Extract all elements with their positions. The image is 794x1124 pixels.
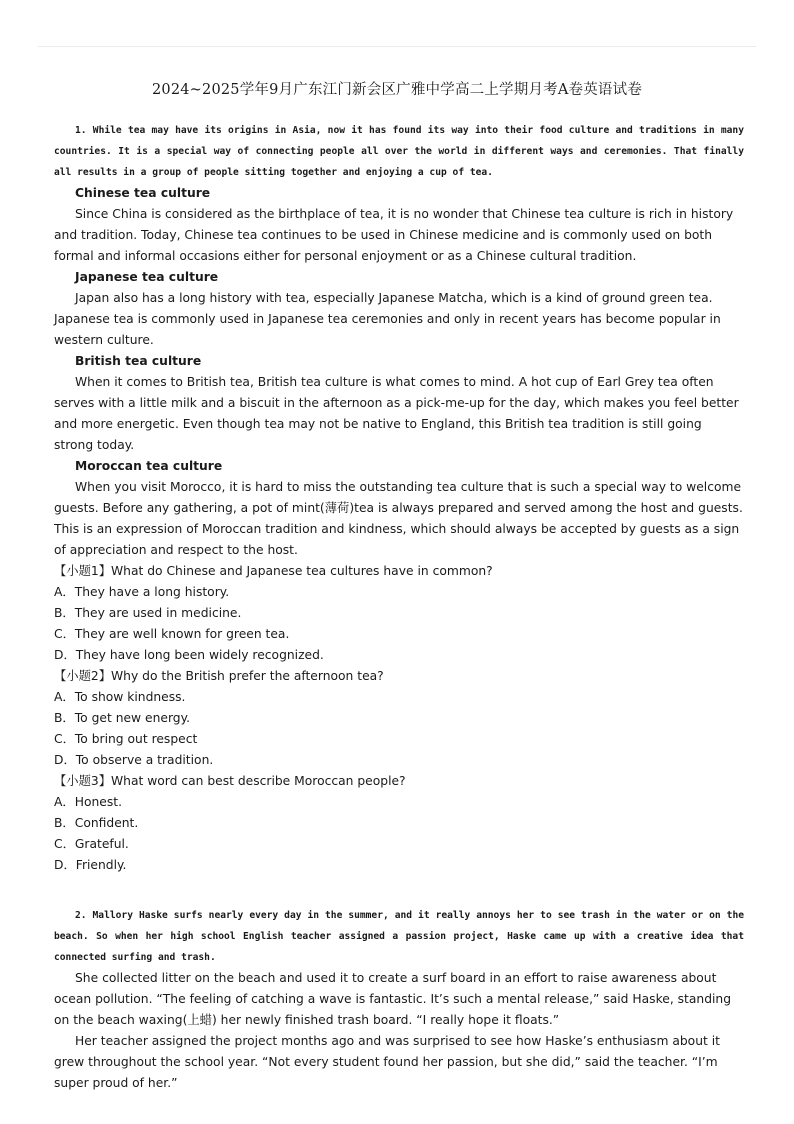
section-heading-moroccan: Moroccan tea culture [75, 459, 223, 473]
passage-spacer [54, 876, 744, 905]
question-3-option-b: B．Confident. [54, 816, 139, 830]
section-text-chinese: Since China is considered as the birthplace of tea, it is no wonder that Chinese tea culture is rich in history and tradition. Today, Chinese tea continues to be used in Chinese medicine and is commonly used on both formal and informal occasions either for personal enjoyment or as a Chinese cultural tradition. [54, 207, 734, 263]
question-1-option-c: C．They are well known for green tea. [54, 627, 290, 641]
header-divider [38, 46, 756, 47]
question-3-option-d: D．Friendly. [54, 858, 127, 872]
passage2-paragraph-1: She collected litter on the beach and used it to create a surf board in an effort to raise awareness about ocean pollution. “The feeling of catching a wave is fantastic. It’s such a mental release,” said Haske, standing on the beach waxing(上蜡) her newly finished trash board. “I really hope it floats.” [54, 971, 732, 1027]
question-1-option-b: B．They are used in medicine. [54, 606, 242, 620]
question-1-option-d: D．They have long been widely recognized. [54, 648, 324, 662]
section-heading-japanese: Japanese tea culture [75, 270, 219, 284]
question-2-option-a: A．To show kindness. [54, 690, 186, 704]
question-3: 【小题3】What word can best describe Moroccan people? [54, 774, 406, 788]
question-3-option-a: A．Honest. [54, 795, 122, 809]
question-2: 【小题2】Why do the British prefer the afternoon tea? [54, 669, 384, 683]
section-text-japanese: Japan also has a long history with tea, especially Japanese Matcha, which is a kind of ground green tea. Japanese tea is commonly used in Japanese tea ceremonies and only in recent years has become popular in western culture. [54, 291, 721, 347]
question-1-option-a: A．They have a long history. [54, 585, 230, 599]
passage2-intro: 2. Mallory Haske surfs nearly every day in the summer, and it really annoys her to see trash in the water or on the beach. So when her high school English teacher assigned a passion project, Haske came up with a creative idea that connected surfing and trash. [54, 910, 744, 963]
question-2-option-c: C．To bring out respect [54, 732, 198, 746]
passage1-intro: 1. While tea may have its origins in Asia, now it has found its way into their food culture and traditions in many countries. It is a special way of connecting people all over the world in different ways and ceremonies. That finally all results in a group of people sitting together and enjoying a cup of tea. [54, 125, 744, 178]
question-2-option-b: B．To get new energy. [54, 711, 191, 725]
section-heading-british: British tea culture [75, 354, 202, 368]
section-text-moroccan: When you visit Morocco, it is hard to miss the outstanding tea culture that is such a special way to welcome guests. Before any gathering, a pot of mint(薄荷)tea is always prepared and served among the host and guests. This is an expression of Moroccan tradition and kindness, which should always be accepted by guests as a sign of appreciation and respect to the host. [54, 480, 743, 557]
question-1: 【小题1】What do Chinese and Japanese tea cultures have in common? [54, 564, 493, 578]
passage2-paragraph-2: Her teacher assigned the project months ago and was surprised to see how Haske’s enthusiasm about it grew throughout the school year. “Not every student found her passion, but she did,” said the teacher. “I’m super proud of her.” [54, 1034, 720, 1090]
document-body [54, 120, 744, 1094]
section-text-british: When it comes to British tea, British tea culture is what comes to mind. A hot cup of Earl Grey tea often serves with a little milk and a biscuit in the afternoon as a pick-me-up for the day, which makes you feel better and more energetic. Even though tea may not be native to England, this British tea tradition is still going strong today. [54, 375, 739, 452]
question-3-option-c: C．Grateful. [54, 837, 129, 851]
page-title: 2024~2025学年9月广东江门新会区广雅中学高二上学期月考A卷英语试卷 [151, 82, 643, 98]
question-2-option-d: D．To observe a tradition. [54, 753, 214, 767]
section-heading-chinese: Chinese tea culture [75, 186, 211, 200]
